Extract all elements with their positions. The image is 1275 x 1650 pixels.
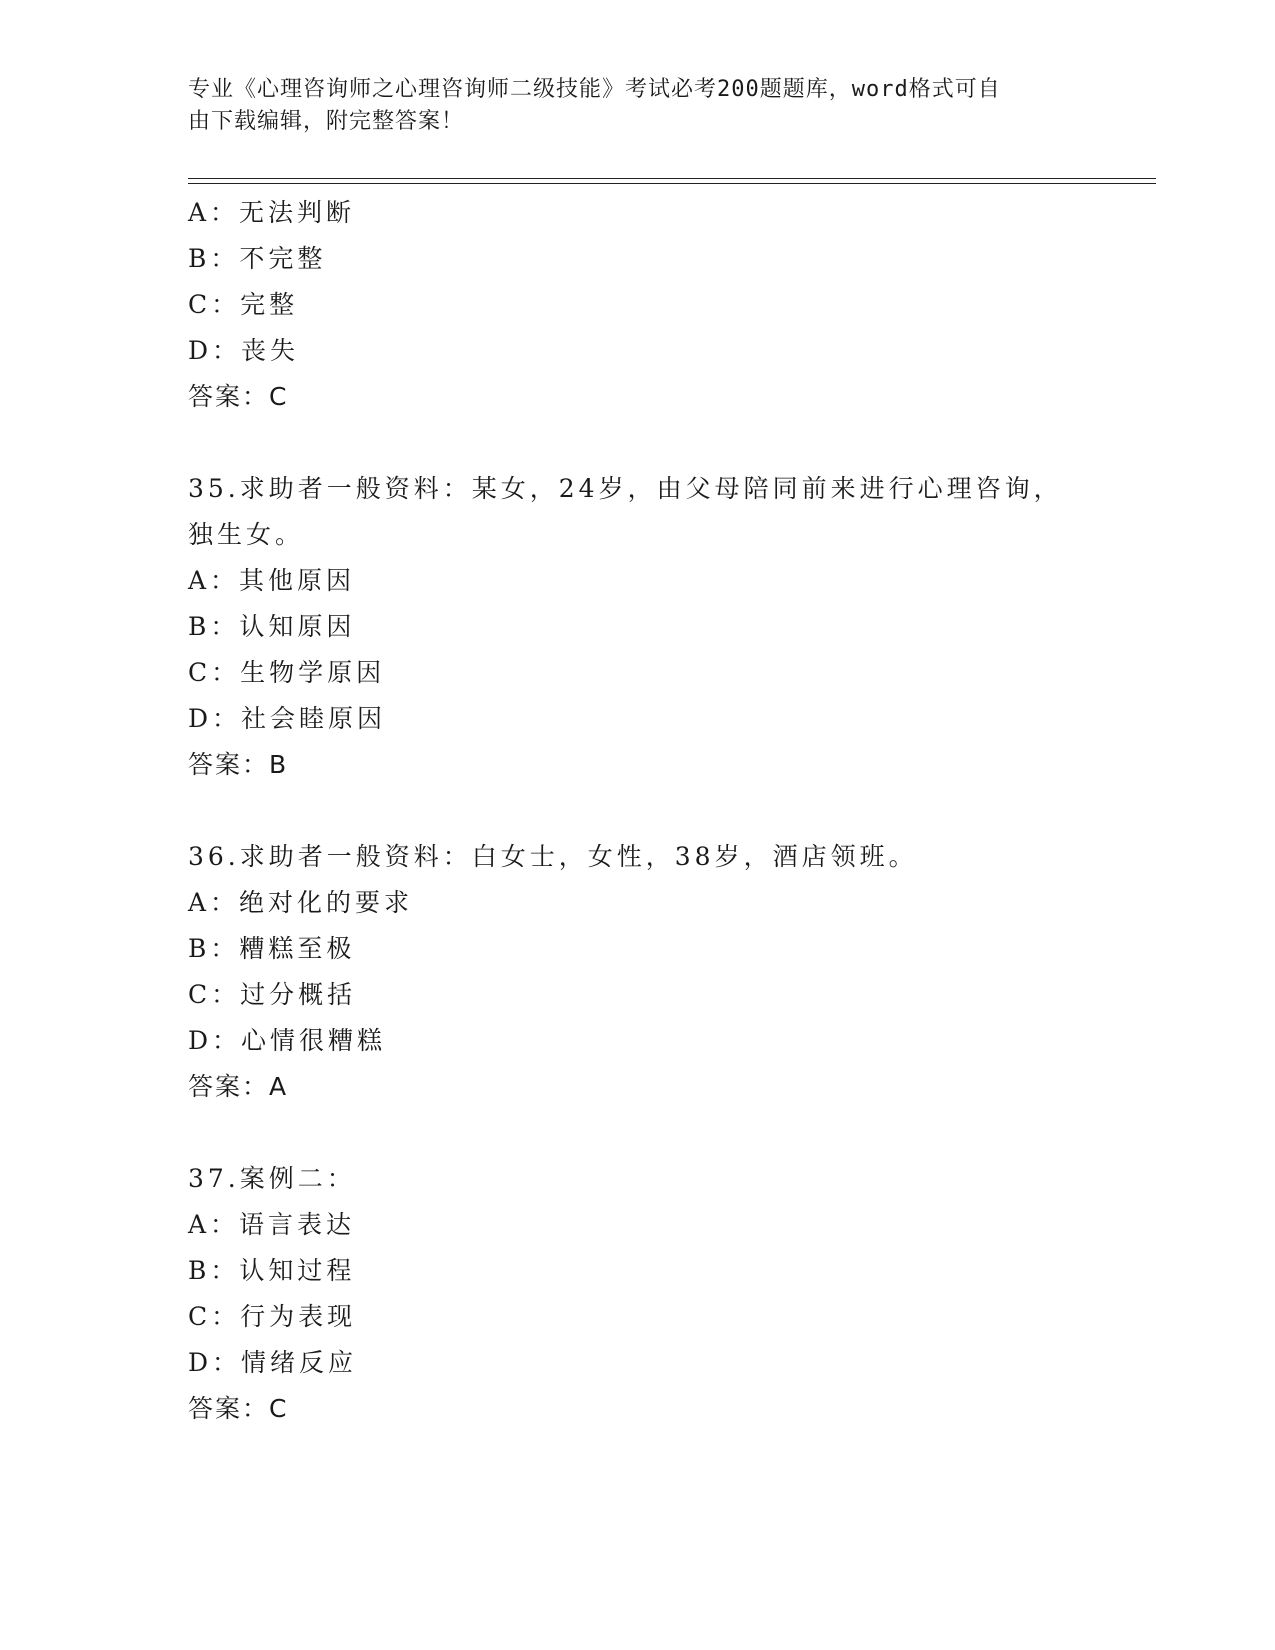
question-stem: 36.求助者一般资料：白女士，女性，38岁，酒店领班。 [188,842,918,871]
question-block [188,834,1088,1110]
option-c: C：行为表现 [188,1302,357,1331]
header-divider-bottom [188,183,1156,184]
question-stem: 37.案例二： [188,1164,356,1193]
question-block [188,190,1088,420]
option-d: D：情绪反应 [188,1348,358,1377]
answer-line: 答案：A [188,1072,289,1101]
option-d: D：心情很糟糕 [188,1026,387,1055]
document-header [188,74,1078,138]
option-a: A：无法判断 [188,198,356,227]
answer-line: 答案：C [188,382,289,411]
option-b: B：不完整 [188,244,327,273]
answer-line: 答案：C [188,1394,289,1423]
header-line-2: 由下载编辑，附完整答案！ [188,109,465,134]
option-a: A：绝对化的要求 [188,888,414,917]
option-c: C：过分概括 [188,980,357,1009]
question-stem: 35.求助者一般资料：某女，24岁，由父母陪同前来进行心理咨询，独生女。 [188,474,1063,549]
option-a: A：语言表达 [188,1210,356,1239]
question-list [188,190,1088,1432]
answer-line: 答案：B [188,750,289,779]
header-line-1: 专业《心理咨询师之心理咨询师二级技能》考试必考200题题库，word格式可自 [188,77,1001,102]
option-d: D：丧失 [188,336,300,365]
option-c: C：生物学原因 [188,658,386,687]
option-b: B：认知原因 [188,612,356,641]
option-d: D：社会睦原因 [188,704,387,733]
question-block [188,1156,1088,1432]
header-divider-top [188,178,1156,179]
question-block [188,466,1088,788]
option-c: C：完整 [188,290,299,319]
option-a: A：其他原因 [188,566,356,595]
option-b: B：糟糕至极 [188,934,356,963]
option-b: B：认知过程 [188,1256,356,1285]
